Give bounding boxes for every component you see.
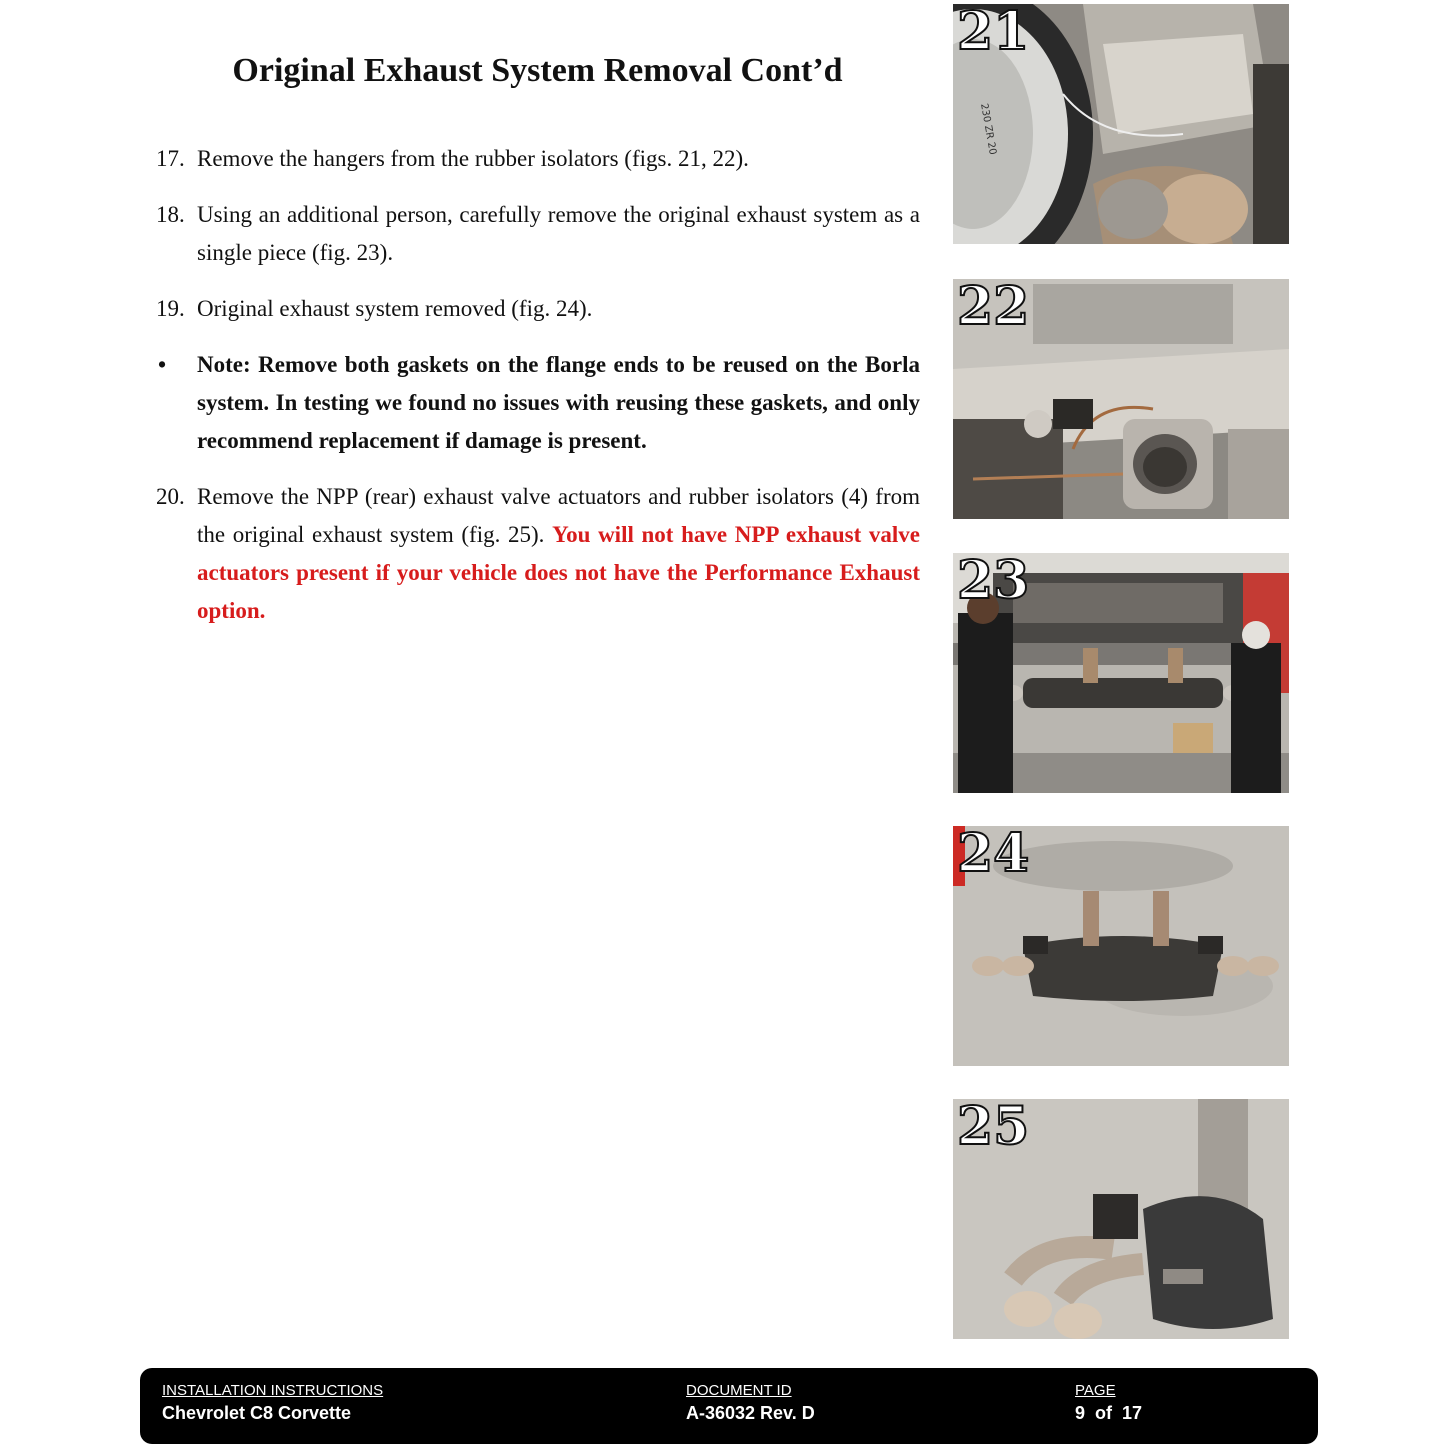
step-20: [150, 478, 920, 630]
step-text: Remove the NPP (rear) exhaust valve actuators and rubber isolators (4) from the original exhaust system (fig. 25).: [197, 484, 920, 547]
footer-label: DOCUMENT ID: [686, 1382, 792, 1399]
page-title: Original Exhaust System Removal Cont’d: [232, 52, 843, 89]
figure-25: [953, 1099, 1289, 1339]
figure-23: [953, 553, 1289, 793]
figure-label: 21: [957, 4, 1030, 62]
figure-24: [953, 826, 1289, 1066]
figure-21: [953, 4, 1289, 244]
figure-22: [953, 279, 1289, 519]
step-text: Using an additional person, carefully remove the original exhaust system as a single piece (fig. 23).: [197, 202, 920, 265]
footer-label: PAGE: [1075, 1382, 1116, 1399]
page-number: 9 of 17: [1075, 1403, 1143, 1423]
vehicle-name: Chevrolet C8 Corvette: [162, 1403, 352, 1423]
footer-document-id: [686, 1382, 815, 1424]
step-number: 18.: [156, 202, 185, 227]
footer-instructions: [162, 1382, 383, 1424]
warning-text: You will not have NPP exhaust valve actuators present if your vehicle does not have the Performance Exhaust option.: [197, 522, 920, 623]
step-number: 17.: [156, 146, 185, 171]
footer-page: [1075, 1382, 1142, 1424]
document-footer: [140, 1368, 1318, 1444]
step-text: Remove the hangers from the rubber isolators (figs. 21, 22).: [197, 146, 749, 171]
gasket-note: [150, 346, 920, 460]
step-number: 19.: [156, 296, 185, 321]
step-17: [150, 140, 920, 178]
note-text: Note: Remove both gaskets on the flange ends to be reused on the Borla system. In testing we found no issues with reusing these gaskets, and only recommend replacement if damage is present.: [197, 352, 920, 453]
step-text: Original exhaust system removed (fig. 24).: [197, 296, 593, 321]
bullet-icon: •: [158, 352, 167, 377]
footer-label: INSTALLATION INSTRUCTIONS: [162, 1382, 384, 1399]
step-19: [150, 290, 920, 328]
figure-label: 25: [957, 1099, 1030, 1157]
tire-sidewall-text: 230 ZR 20: [978, 102, 998, 156]
figure-label: 22: [957, 279, 1030, 337]
figure-label: 23: [957, 553, 1030, 611]
step-number: 20.: [156, 484, 185, 509]
instruction-steps: [150, 140, 920, 648]
step-18: [150, 196, 920, 272]
figure-label: 24: [957, 826, 1030, 884]
document-id: A-36032 Rev. D: [686, 1403, 815, 1423]
